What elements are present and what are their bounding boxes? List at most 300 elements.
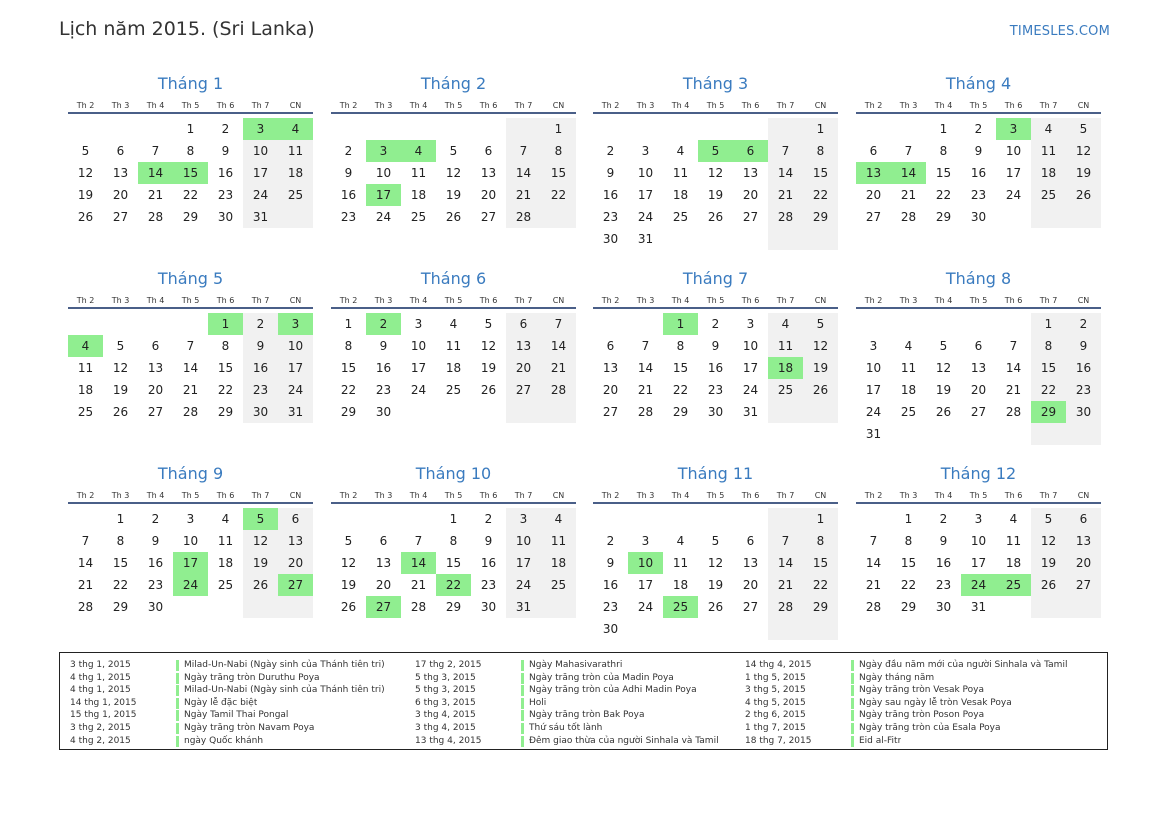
day-cell[interactable]: 4 [449,317,458,331]
day-cell[interactable]: 26 [445,210,462,224]
day-cell[interactable]: 18 [768,357,803,379]
day-cell[interactable]: 28 [147,210,164,224]
day-cell[interactable]: 12 [707,556,724,570]
day-cell[interactable]: 27 [480,210,497,224]
day-cell[interactable]: 7 [641,339,650,353]
day-cell[interactable]: 25 [672,210,689,224]
day-cell[interactable]: 9 [606,556,615,570]
day-cell[interactable]: 15 [672,361,689,375]
day-cell[interactable]: 19 [935,383,952,397]
day-cell[interactable]: 18 [1005,556,1022,570]
day-cell[interactable]: 5 [449,144,458,158]
day-cell[interactable]: 10 [865,361,882,375]
day-cell[interactable]: 2 [939,512,948,526]
day-cell[interactable]: 25 [996,574,1031,596]
day-cell[interactable]: 18 [672,578,689,592]
day-cell[interactable]: 26 [803,379,838,401]
day-cell[interactable]: 4 [221,512,230,526]
day-cell[interactable]: 6 [278,508,313,530]
day-cell[interactable]: 9 [974,144,983,158]
day-cell[interactable]: 11 [217,534,234,548]
day-cell[interactable]: 26 [340,600,357,614]
day-cell[interactable]: 23 [970,188,987,202]
day-cell[interactable]: 28 [768,596,803,618]
day-cell[interactable]: 15 [541,162,576,184]
day-cell[interactable]: 12 [1066,140,1101,162]
day-cell[interactable]: 28 [541,379,576,401]
day-cell[interactable]: 24 [637,210,654,224]
day-cell[interactable]: 30 [217,210,234,224]
day-cell[interactable]: 23 [217,188,234,202]
day-cell[interactable]: 8 [939,144,948,158]
day-cell[interactable]: 12 [243,530,278,552]
day-cell[interactable]: 25 [445,383,462,397]
day-cell[interactable]: 3 [869,339,878,353]
day-cell[interactable]: 21 [147,188,164,202]
day-cell[interactable]: 20 [742,578,759,592]
day-cell[interactable]: 12 [340,556,357,570]
day-cell[interactable]: 11 [1005,534,1022,548]
day-cell[interactable]: 26 [1066,184,1101,206]
day-cell[interactable]: 13 [278,530,313,552]
day-cell[interactable]: 28 [768,206,803,228]
day-cell[interactable]: 15 [173,162,208,184]
day-cell[interactable]: 8 [904,534,913,548]
day-cell[interactable]: 2 [221,122,230,136]
day-cell[interactable]: 28 [410,600,427,614]
day-cell[interactable]: 8 [449,534,458,548]
day-cell[interactable]: 1 [1031,313,1066,335]
day-cell[interactable]: 14 [138,162,173,184]
day-cell[interactable]: 19 [112,383,129,397]
day-cell[interactable]: 10 [970,534,987,548]
day-cell[interactable]: 26 [77,210,94,224]
day-cell[interactable]: 2 [366,313,401,335]
day-cell[interactable]: 3 [243,118,278,140]
day-cell[interactable]: 8 [803,140,838,162]
day-cell[interactable]: 24 [1005,188,1022,202]
day-cell[interactable]: 27 [506,379,541,401]
day-cell[interactable]: 29 [217,405,234,419]
day-cell[interactable]: 16 [602,578,619,592]
day-cell[interactable]: 27 [278,574,313,596]
day-cell[interactable]: 8 [1031,335,1066,357]
day-cell[interactable]: 16 [217,166,234,180]
day-cell[interactable]: 8 [676,339,685,353]
day-cell[interactable]: 20 [480,188,497,202]
day-cell[interactable]: 19 [803,357,838,379]
day-cell[interactable]: 19 [445,188,462,202]
day-cell[interactable]: 12 [77,166,94,180]
day-cell[interactable]: 13 [147,361,164,375]
day-cell[interactable]: 1 [803,508,838,530]
day-cell[interactable]: 10 [410,339,427,353]
day-cell[interactable]: 31 [865,427,882,441]
day-cell[interactable]: 6 [151,339,160,353]
day-cell[interactable]: 20 [865,188,882,202]
day-cell[interactable]: 23 [480,578,497,592]
day-cell[interactable]: 5 [939,339,948,353]
day-cell[interactable]: 24 [637,600,654,614]
day-cell[interactable]: 3 [366,140,401,162]
day-cell[interactable]: 2 [974,122,983,136]
day-cell[interactable]: 14 [401,552,436,574]
day-cell[interactable]: 14 [768,552,803,574]
day-cell[interactable]: 23 [147,578,164,592]
day-cell[interactable]: 17 [278,357,313,379]
day-cell[interactable]: 17 [366,184,401,206]
day-cell[interactable]: 31 [970,600,987,614]
day-cell[interactable]: 25 [410,210,427,224]
day-cell[interactable]: 21 [637,383,654,397]
day-cell[interactable]: 1 [904,512,913,526]
day-cell[interactable]: 16 [970,166,987,180]
day-cell[interactable]: 25 [663,596,698,618]
day-cell[interactable]: 11 [1031,140,1066,162]
day-cell[interactable]: 30 [602,232,619,246]
day-cell[interactable]: 10 [278,335,313,357]
day-cell[interactable]: 9 [379,339,388,353]
day-cell[interactable]: 11 [77,361,94,375]
day-cell[interactable]: 7 [506,140,541,162]
day-cell[interactable]: 29 [935,210,952,224]
day-cell[interactable]: 5 [698,140,733,162]
day-cell[interactable]: 3 [641,534,650,548]
day-cell[interactable]: 16 [480,556,497,570]
day-cell[interactable]: 16 [147,556,164,570]
day-cell[interactable]: 4 [401,140,436,162]
day-cell[interactable]: 23 [935,578,952,592]
day-cell[interactable]: 4 [768,313,803,335]
day-cell[interactable]: 22 [340,383,357,397]
day-cell[interactable]: 6 [484,144,493,158]
day-cell[interactable]: 22 [672,383,689,397]
day-cell[interactable]: 10 [182,534,199,548]
day-cell[interactable]: 4 [541,508,576,530]
day-cell[interactable]: 29 [803,206,838,228]
day-cell[interactable]: 7 [186,339,195,353]
day-cell[interactable]: 7 [151,144,160,158]
day-cell[interactable]: 19 [707,188,724,202]
day-cell[interactable]: 12 [1031,530,1066,552]
day-cell[interactable]: 30 [243,401,278,423]
day-cell[interactable]: 29 [445,600,462,614]
day-cell[interactable]: 6 [974,339,983,353]
day-cell[interactable]: 4 [904,339,913,353]
day-cell[interactable]: 13 [1066,530,1101,552]
day-cell[interactable]: 7 [541,313,576,335]
day-cell[interactable]: 4 [676,144,685,158]
day-cell[interactable]: 7 [768,140,803,162]
day-cell[interactable]: 1 [541,118,576,140]
day-cell[interactable]: 17 [637,578,654,592]
day-cell[interactable]: 25 [1031,184,1066,206]
day-cell[interactable]: 29 [340,405,357,419]
day-cell[interactable]: 12 [445,166,462,180]
day-cell[interactable]: 3 [641,144,650,158]
day-cell[interactable]: 5 [711,534,720,548]
day-cell[interactable]: 14 [637,361,654,375]
day-cell[interactable]: 6 [506,313,541,335]
day-cell[interactable]: 20 [278,552,313,574]
day-cell[interactable]: 31 [278,401,313,423]
day-cell[interactable]: 14 [865,556,882,570]
day-cell[interactable]: 5 [1031,508,1066,530]
day-cell[interactable]: 22 [541,184,576,206]
day-cell[interactable]: 7 [1009,339,1018,353]
day-cell[interactable]: 1 [939,122,948,136]
day-cell[interactable]: 11 [900,361,917,375]
day-cell[interactable]: 11 [768,335,803,357]
day-cell[interactable]: 17 [970,556,987,570]
day-cell[interactable]: 10 [243,140,278,162]
day-cell[interactable]: 21 [410,578,427,592]
day-cell[interactable]: 14 [891,162,926,184]
day-cell[interactable]: 3 [278,313,313,335]
day-cell[interactable]: 5 [81,144,90,158]
day-cell[interactable]: 9 [243,335,278,357]
day-cell[interactable]: 5 [484,317,493,331]
day-cell[interactable]: 12 [480,339,497,353]
day-cell[interactable]: 24 [375,210,392,224]
day-cell[interactable]: 17 [410,361,427,375]
day-cell[interactable]: 6 [1066,508,1101,530]
day-cell[interactable]: 21 [77,578,94,592]
day-cell[interactable]: 8 [186,144,195,158]
day-cell[interactable]: 21 [506,184,541,206]
day-cell[interactable]: 14 [1005,361,1022,375]
day-cell[interactable]: 16 [243,357,278,379]
day-cell[interactable]: 27 [1066,574,1101,596]
day-cell[interactable]: 24 [506,574,541,596]
day-cell[interactable]: 28 [900,210,917,224]
day-cell[interactable]: 27 [970,405,987,419]
day-cell[interactable]: 27 [147,405,164,419]
day-cell[interactable]: 2 [606,534,615,548]
day-cell[interactable]: 24 [278,379,313,401]
day-cell[interactable]: 9 [1066,335,1101,357]
day-cell[interactable]: 6 [746,534,755,548]
day-cell[interactable]: 19 [480,361,497,375]
day-cell[interactable]: 26 [707,210,724,224]
day-cell[interactable]: 20 [375,578,392,592]
day-cell[interactable]: 17 [637,188,654,202]
day-cell[interactable]: 27 [742,600,759,614]
day-cell[interactable]: 5 [243,508,278,530]
day-cell[interactable]: 23 [602,600,619,614]
day-cell[interactable]: 16 [602,188,619,202]
day-cell[interactable]: 3 [414,317,423,331]
day-cell[interactable]: 7 [768,530,803,552]
day-cell[interactable]: 2 [606,144,615,158]
day-cell[interactable]: 5 [116,339,125,353]
day-cell[interactable]: 28 [506,206,541,228]
day-cell[interactable]: 9 [221,144,230,158]
day-cell[interactable]: 15 [803,552,838,574]
day-cell[interactable]: 7 [81,534,90,548]
day-cell[interactable]: 20 [112,188,129,202]
day-cell[interactable]: 27 [602,405,619,419]
day-cell[interactable]: 7 [414,534,423,548]
day-cell[interactable]: 22 [1031,379,1066,401]
day-cell[interactable]: 21 [182,383,199,397]
day-cell[interactable]: 17 [173,552,208,574]
day-cell[interactable]: 14 [506,162,541,184]
day-cell[interactable]: 4 [278,118,313,140]
day-cell[interactable]: 19 [1031,552,1066,574]
day-cell[interactable]: 23 [340,210,357,224]
day-cell[interactable]: 17 [1005,166,1022,180]
day-cell[interactable]: 16 [1066,357,1101,379]
day-cell[interactable]: 23 [1066,379,1101,401]
day-cell[interactable]: 3 [974,512,983,526]
day-cell[interactable]: 12 [707,166,724,180]
day-cell[interactable]: 26 [935,405,952,419]
day-cell[interactable]: 9 [484,534,493,548]
day-cell[interactable]: 19 [340,578,357,592]
day-cell[interactable]: 27 [742,210,759,224]
day-cell[interactable]: 21 [865,578,882,592]
day-cell[interactable]: 29 [1031,401,1066,423]
day-cell[interactable]: 15 [340,361,357,375]
day-cell[interactable]: 20 [602,383,619,397]
day-cell[interactable]: 23 [243,379,278,401]
day-cell[interactable]: 12 [935,361,952,375]
day-cell[interactable]: 25 [900,405,917,419]
day-cell[interactable]: 24 [865,405,882,419]
day-cell[interactable]: 9 [939,534,948,548]
day-cell[interactable]: 26 [480,383,497,397]
day-cell[interactable]: 13 [375,556,392,570]
day-cell[interactable]: 22 [112,578,129,592]
day-cell[interactable]: 28 [77,600,94,614]
day-cell[interactable]: 16 [935,556,952,570]
day-cell[interactable]: 18 [410,188,427,202]
day-cell[interactable]: 1 [663,313,698,335]
day-cell[interactable]: 22 [900,578,917,592]
day-cell[interactable]: 17 [506,552,541,574]
day-cell[interactable]: 31 [637,232,654,246]
day-cell[interactable]: 21 [541,357,576,379]
day-cell[interactable]: 22 [935,188,952,202]
day-cell[interactable]: 24 [173,574,208,596]
day-cell[interactable]: 10 [506,530,541,552]
day-cell[interactable]: 27 [366,596,401,618]
day-cell[interactable]: 24 [742,383,759,397]
day-cell[interactable]: 23 [707,383,724,397]
day-cell[interactable]: 12 [803,335,838,357]
day-cell[interactable]: 30 [707,405,724,419]
day-cell[interactable]: 17 [742,361,759,375]
day-cell[interactable]: 24 [961,574,996,596]
day-cell[interactable]: 28 [1005,405,1022,419]
day-cell[interactable]: 3 [506,508,541,530]
day-cell[interactable]: 7 [869,534,878,548]
day-cell[interactable]: 13 [506,335,541,357]
day-cell[interactable]: 8 [116,534,125,548]
day-cell[interactable]: 23 [602,210,619,224]
day-cell[interactable]: 25 [768,379,803,401]
day-cell[interactable]: 18 [1031,162,1066,184]
day-cell[interactable]: 21 [768,184,803,206]
day-cell[interactable]: 25 [541,574,576,596]
day-cell[interactable]: 1 [449,512,458,526]
day-cell[interactable]: 31 [243,206,278,228]
day-cell[interactable]: 3 [996,118,1031,140]
day-cell[interactable]: 6 [733,140,768,162]
day-cell[interactable]: 20 [742,188,759,202]
day-cell[interactable]: 2 [243,313,278,335]
day-cell[interactable]: 25 [217,578,234,592]
day-cell[interactable]: 4 [1009,512,1018,526]
day-cell[interactable]: 8 [541,140,576,162]
day-cell[interactable]: 20 [506,357,541,379]
day-cell[interactable]: 26 [112,405,129,419]
day-cell[interactable]: 18 [278,162,313,184]
day-cell[interactable]: 30 [147,600,164,614]
day-cell[interactable]: 13 [602,361,619,375]
day-cell[interactable]: 27 [112,210,129,224]
day-cell[interactable]: 30 [480,600,497,614]
day-cell[interactable]: 28 [182,405,199,419]
day-cell[interactable]: 9 [711,339,720,353]
day-cell[interactable]: 1 [116,512,125,526]
day-cell[interactable]: 25 [278,184,313,206]
day-cell[interactable]: 2 [711,317,720,331]
day-cell[interactable]: 5 [803,313,838,335]
day-cell[interactable]: 16 [340,188,357,202]
day-cell[interactable]: 18 [77,383,94,397]
day-cell[interactable]: 15 [112,556,129,570]
day-cell[interactable]: 2 [1066,313,1101,335]
day-cell[interactable]: 15 [935,166,952,180]
day-cell[interactable]: 29 [803,596,838,618]
day-cell[interactable]: 28 [637,405,654,419]
day-cell[interactable]: 3 [186,512,195,526]
day-cell[interactable]: 1 [208,313,243,335]
day-cell[interactable]: 20 [147,383,164,397]
day-cell[interactable]: 25 [77,405,94,419]
day-cell[interactable]: 26 [1031,574,1066,596]
day-cell[interactable]: 29 [900,600,917,614]
day-cell[interactable]: 2 [151,512,160,526]
day-cell[interactable]: 9 [344,166,353,180]
day-cell[interactable]: 6 [116,144,125,158]
day-cell[interactable]: 6 [606,339,615,353]
day-cell[interactable]: 14 [541,335,576,357]
day-cell[interactable]: 15 [1031,357,1066,379]
day-cell[interactable]: 1 [186,122,195,136]
day-cell[interactable]: 6 [869,144,878,158]
day-cell[interactable]: 1 [344,317,353,331]
day-cell[interactable]: 11 [541,530,576,552]
day-cell[interactable]: 13 [480,166,497,180]
day-cell[interactable]: 26 [707,600,724,614]
day-cell[interactable]: 2 [484,512,493,526]
day-cell[interactable]: 30 [1066,401,1101,423]
day-cell[interactable]: 15 [445,556,462,570]
day-cell[interactable]: 11 [445,339,462,353]
day-cell[interactable]: 22 [436,574,471,596]
day-cell[interactable]: 19 [1066,162,1101,184]
day-cell[interactable]: 9 [606,166,615,180]
day-cell[interactable]: 11 [672,556,689,570]
day-cell[interactable]: 10 [637,166,654,180]
day-cell[interactable]: 6 [379,534,388,548]
day-cell[interactable]: 19 [707,578,724,592]
day-cell[interactable]: 26 [243,574,278,596]
day-cell[interactable]: 31 [742,405,759,419]
